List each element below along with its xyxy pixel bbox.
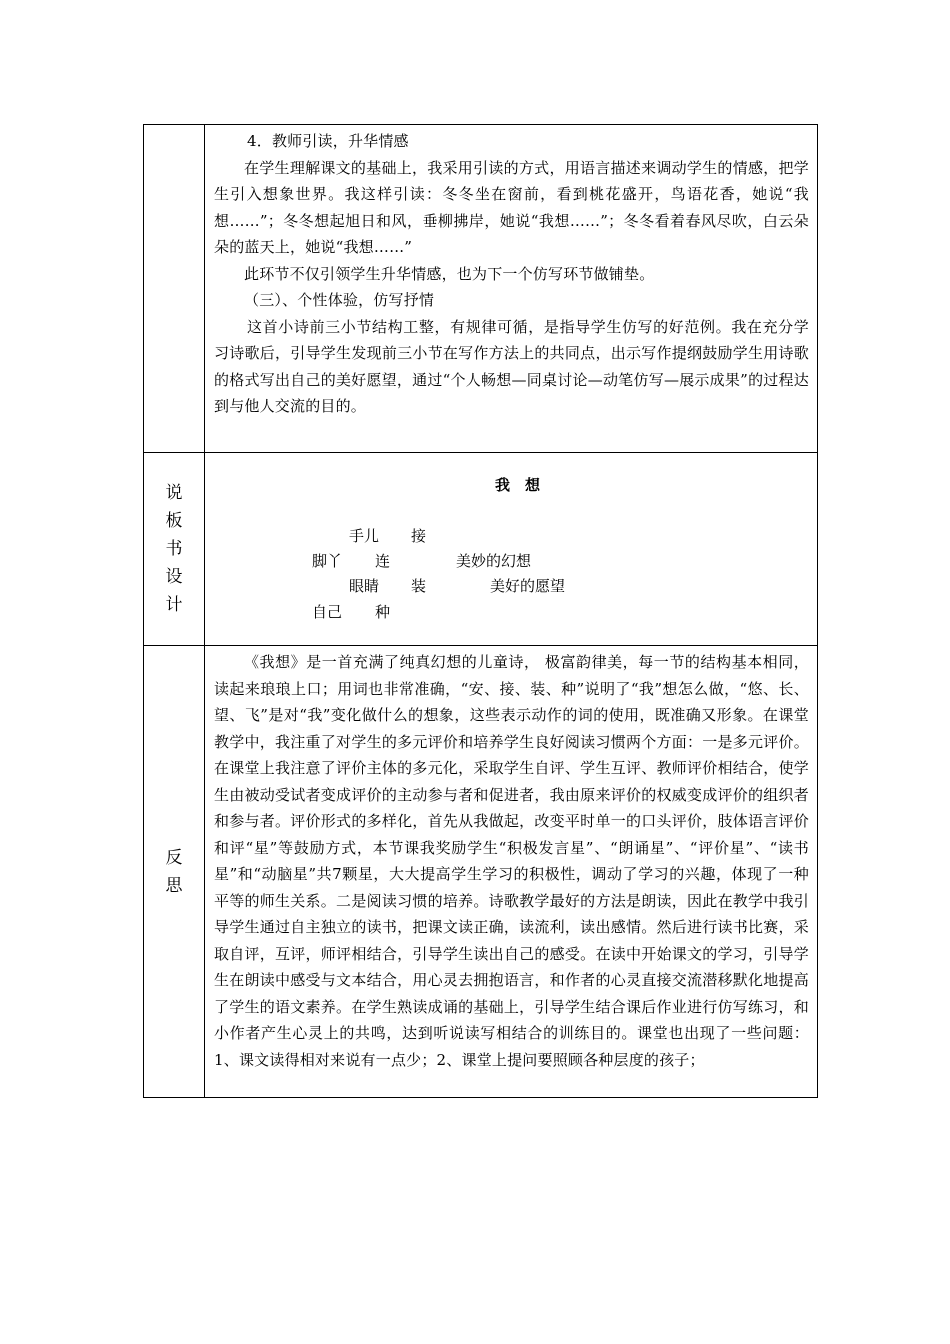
board-verb: 接 xyxy=(411,527,427,545)
board-word: 手儿 xyxy=(349,527,380,545)
board-title: 我 想 xyxy=(495,476,541,494)
board-design-label-cell xyxy=(144,453,205,646)
board-word: 脚丫 xyxy=(312,552,343,570)
teaching-process-cell xyxy=(205,125,818,453)
paragraph: 这首小诗前三小节结构工整，有规律可循，是指导学生仿写的好范例。我在充分学习诗歌后，引导学生发现前三小节在写作方法上的共同点，出示写作提纲鼓励学生用诗歌的格式写出自己的美好愿望，通过“个人畅想—同桌讨论—动笔仿写—展示成果”的过程达到与他人交流的目的。 xyxy=(214,317,809,415)
table-row-board-design xyxy=(144,453,818,646)
board-word: 眼睛 xyxy=(349,577,380,595)
reflection-label: 反思 xyxy=(165,847,183,896)
step-heading: 4．教师引读，升华情感 xyxy=(247,132,409,150)
board-verb: 连 xyxy=(375,552,391,570)
board-phrase: 美好的愿望 xyxy=(490,577,566,595)
board-phrase: 美妙的幻想 xyxy=(456,552,532,570)
reflection-text: 《我想》是一首充满了纯真幻想的儿童诗， 极富韵律美，每一节的结构基本相同，读起来琅琅上口；用词也非常准确，“安、接、装、种”说明了“我”想怎么做，“悠、长、望、飞”是对“我”变化做什么的想象，这些表示动作的词的使用，既准确又形象。在课堂教学中，我注重了对学生的多元评价和培养学生良好阅读习惯两个方面：一是多元评价。在课堂上我注意了评价主体的多元化，采取学生自评、学生互评、教师评价相结合，使学生由被动受试者变成评价的主动参与者和促进者，我由原来评价的权威变成评价的组织者和参与者。评价形式的多样化，首先从我做起，改变平时单一的口头评价，肢体语言评价和评“星”等鼓励方式，本节课我奖励学生“积极发言星”、“朗诵星”、“评价星”、“读书星”和“动脑星”共7颗星，大大提高学生学习的积极性，调动了学习的兴趣，体现了一种平等的师生关系。二是阅读习惯的培养。诗歌教学最好的方法是朗读，因此在教学中我引导学生通过自主独立的读书，把课文读正确，读流利，读出感情。然后进行读书比赛，采取自评，互评，师评相结合，引导学生读出自己的感受。在读中开始课文的学习，引导学生在朗读中感受与文本结合，用心灵去拥抱语言，和作者的心灵直接交流潜移默化地提高了学生的语文素养。在学生熟读成诵的基础上，引导学生结合课后作业进行仿写练习，和小作者产生心灵上的共鸣，达到听说读写相结合的训练目的。课堂也出现了一些问题：1、课文读得相对来说有一点少；2、课堂上提问要照顾各种层度的孩子； xyxy=(214,653,809,1069)
reflection-cell xyxy=(205,646,818,1098)
paragraph: 此环节不仅引领学生升华情感，也为下一个仿写环节做铺垫。 xyxy=(244,264,655,283)
board-verb: 种 xyxy=(375,603,391,621)
lesson-table xyxy=(143,124,818,1098)
section-heading: （三）、个性体验，仿写抒情 xyxy=(244,291,435,309)
row-label-empty xyxy=(144,125,205,453)
table-row-reflection xyxy=(144,646,818,1098)
board-word: 自己 xyxy=(312,603,343,621)
board-design-label: 说板书设计 xyxy=(165,483,183,615)
table-row-teaching-process xyxy=(144,125,818,453)
board-design xyxy=(205,453,817,645)
reflection-label-cell xyxy=(144,646,205,1098)
board-design-cell xyxy=(205,453,818,646)
board-verb: 装 xyxy=(411,577,427,595)
paragraph: 在学生理解课文的基础上，我采用引读的方式，用语言描述来调动学生的情感，把学生引入想象世界。我这样引读：冬冬坐在窗前，看到桃花盛开，鸟语花香，她说“我想……”；冬冬想起旭日和风，垂柳拂岸，她说“我想……”；冬冬看着春风尽吹，白云朵朵的蓝天上，她说“我想……” xyxy=(214,158,809,256)
